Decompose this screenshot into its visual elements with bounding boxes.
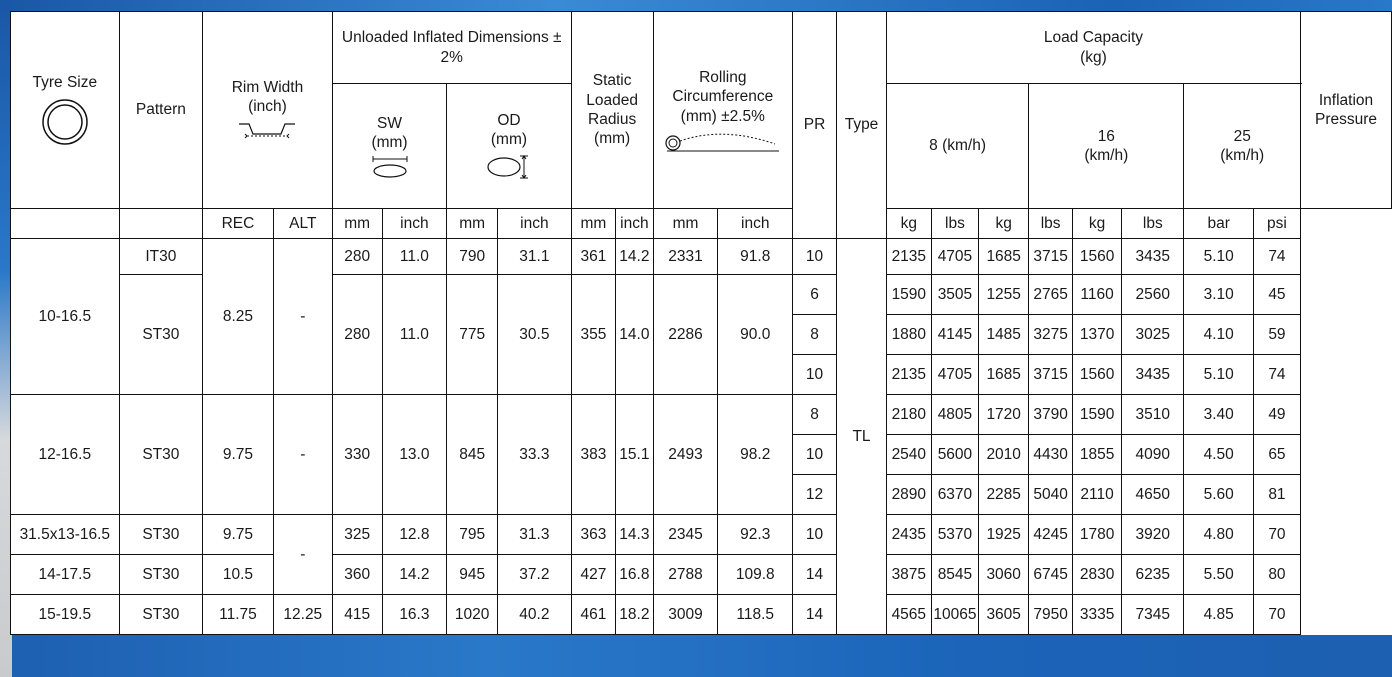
value-cell: 4145: [931, 315, 979, 355]
value-cell: 4.80: [1184, 515, 1253, 555]
value-cell: 3275: [1029, 315, 1073, 355]
dimension-cell: 16.8: [616, 555, 653, 595]
value-cell: 4.85: [1184, 595, 1253, 635]
value-cell: 4565: [886, 595, 931, 635]
tyre-size-cell: 12-16.5: [11, 395, 120, 515]
value-cell: 70: [1253, 595, 1300, 635]
dimension-cell: 280: [332, 239, 382, 275]
unit-cell: ALT: [273, 209, 332, 239]
tyre-size-cell: 10-16.5: [11, 239, 120, 395]
header-rim-width-label: Rim Width (inch): [231, 78, 304, 115]
dimension-cell: 31.1: [498, 239, 572, 275]
value-cell: 4090: [1122, 435, 1184, 475]
value-cell: 3920: [1122, 515, 1184, 555]
header-unloaded-label: Unloaded Inflated Dimensions ± 2%: [341, 29, 562, 66]
dimension-cell: 14.0: [616, 275, 653, 395]
dimension-cell: 775: [447, 275, 498, 395]
dimension-cell: 2286: [653, 275, 718, 395]
dimension-cell: 330: [332, 395, 382, 515]
value-cell: 4705: [931, 239, 979, 275]
pr-cell: 10: [793, 515, 837, 555]
value-cell: 74: [1253, 355, 1300, 395]
value-cell: 1685: [979, 355, 1029, 395]
dimension-cell: 14.3: [616, 515, 653, 555]
header-od-label: OD (mm): [490, 111, 528, 148]
dimension-cell: 945: [447, 555, 498, 595]
dimension-cell: 18.2: [616, 595, 653, 635]
value-cell: 4245: [1029, 515, 1073, 555]
header-static-loaded-radius-label: Static Loaded Radius (mm): [586, 72, 638, 148]
value-cell: 6235: [1122, 555, 1184, 595]
dimension-cell: 40.2: [498, 595, 572, 635]
rim-rec-cell: 8.25: [203, 239, 274, 395]
value-cell: 4650: [1122, 475, 1184, 515]
rim-alt-cell: -: [273, 239, 332, 395]
dimension-cell: 461: [571, 595, 615, 635]
header-pattern: Pattern: [119, 12, 203, 209]
dimension-cell: 13.0: [382, 395, 447, 515]
header-type: Type: [837, 12, 887, 239]
value-cell: 3510: [1122, 395, 1184, 435]
table-row: [11, 555, 1392, 595]
header-inflation-pressure: [1301, 12, 1392, 209]
dimension-cell: 3009: [653, 595, 718, 635]
rim-icon: [237, 120, 297, 142]
dimension-cell: 31.3: [498, 515, 572, 555]
dimension-cell: 845: [447, 395, 498, 515]
pattern-cell: ST30: [119, 555, 203, 595]
dimension-cell: 795: [447, 515, 498, 555]
value-cell: 2180: [886, 395, 931, 435]
header-inflation-label: Inflation Pressure: [1314, 91, 1378, 128]
value-cell: 3025: [1122, 315, 1184, 355]
value-cell: 3.10: [1184, 275, 1253, 315]
value-cell: 6745: [1029, 555, 1073, 595]
header-units-row: [11, 209, 1392, 239]
header-speed-25-label: 25 (km/h): [1220, 127, 1265, 164]
value-cell: 1590: [886, 275, 931, 315]
pr-cell: 12: [793, 475, 837, 515]
value-cell: 3.40: [1184, 395, 1253, 435]
value-cell: 2890: [886, 475, 931, 515]
value-cell: 3435: [1122, 239, 1184, 275]
value-cell: 8545: [931, 555, 979, 595]
value-cell: 2135: [886, 355, 931, 395]
header-speed-25: [1184, 84, 1301, 209]
header-speed-8-label: 8 (km/h): [929, 137, 986, 155]
value-cell: 3435: [1122, 355, 1184, 395]
pr-cell: 14: [793, 555, 837, 595]
rim-alt-cell: -: [273, 515, 332, 595]
value-cell: 2135: [886, 239, 931, 275]
unit-cell: bar: [1184, 209, 1253, 239]
value-cell: 2110: [1073, 475, 1122, 515]
rim-alt-cell: -: [273, 395, 332, 515]
header-rim-width: [203, 12, 333, 209]
dimension-cell: 14.2: [616, 239, 653, 275]
dimension-cell: 790: [447, 239, 498, 275]
value-cell: 4705: [931, 355, 979, 395]
value-cell: 2285: [979, 475, 1029, 515]
dimension-cell: 360: [332, 555, 382, 595]
header-rolling-circumference: [653, 12, 792, 209]
value-cell: 3875: [886, 555, 931, 595]
dimension-cell: 37.2: [498, 555, 572, 595]
dimension-cell: 355: [571, 275, 615, 395]
section-width-icon: [370, 156, 410, 178]
dimension-cell: 109.8: [718, 555, 793, 595]
value-cell: 74: [1253, 239, 1300, 275]
value-cell: 2560: [1122, 275, 1184, 315]
dimension-cell: 12.8: [382, 515, 447, 555]
value-cell: 6370: [931, 475, 979, 515]
value-cell: 81: [1253, 475, 1300, 515]
value-cell: 7345: [1122, 595, 1184, 635]
rim-rec-cell: 10.5: [203, 555, 274, 595]
dimension-cell: 91.8: [718, 239, 793, 275]
unit-cell: mm: [653, 209, 718, 239]
value-cell: 5.60: [1184, 475, 1253, 515]
value-cell: 49: [1253, 395, 1300, 435]
value-cell: 1485: [979, 315, 1029, 355]
dimension-cell: 92.3: [718, 515, 793, 555]
header-load-capacity-label: Load Capacity (kg): [1043, 29, 1144, 66]
unit-cell: kg: [979, 209, 1029, 239]
value-cell: 3715: [1029, 355, 1073, 395]
pr-cell: 10: [793, 239, 837, 275]
value-cell: 4430: [1029, 435, 1073, 475]
unit-blank-size: [11, 209, 120, 239]
header-static-loaded-radius: [571, 12, 653, 209]
unit-cell: lbs: [931, 209, 979, 239]
dimension-cell: 16.3: [382, 595, 447, 635]
dimension-cell: 2493: [653, 395, 718, 515]
value-cell: 10065: [931, 595, 979, 635]
value-cell: 3335: [1073, 595, 1122, 635]
rim-rec-cell: 11.75: [203, 595, 274, 635]
type-cell: TL: [837, 239, 887, 635]
unit-blank-pattern: [119, 209, 203, 239]
dimension-cell: 415: [332, 595, 382, 635]
dimension-cell: 90.0: [718, 275, 793, 395]
pattern-cell: ST30: [119, 595, 203, 635]
header-tyre-size-label: Tyre Size: [32, 74, 98, 92]
value-cell: 3715: [1029, 239, 1073, 275]
unit-cell: REC: [203, 209, 274, 239]
value-cell: 1855: [1073, 435, 1122, 475]
value-cell: 1880: [886, 315, 931, 355]
dimension-cell: 11.0: [382, 239, 447, 275]
header-sw-label: SW (mm): [371, 114, 408, 151]
dimension-cell: 118.5: [718, 595, 793, 635]
header-tyre-size: [11, 12, 120, 209]
unit-cell: inch: [382, 209, 447, 239]
unit-cell: mm: [571, 209, 615, 239]
dimension-cell: 14.2: [382, 555, 447, 595]
unit-cell: lbs: [1029, 209, 1073, 239]
value-cell: 2010: [979, 435, 1029, 475]
value-cell: 1560: [1073, 355, 1122, 395]
value-cell: 4.50: [1184, 435, 1253, 475]
value-cell: 45: [1253, 275, 1300, 315]
table-row: [11, 515, 1392, 555]
dimension-cell: 33.3: [498, 395, 572, 515]
value-cell: 5.50: [1184, 555, 1253, 595]
dimension-cell: 30.5: [498, 275, 572, 395]
tyre-spec-table: [10, 11, 1392, 635]
unit-cell: mm: [332, 209, 382, 239]
value-cell: 3060: [979, 555, 1029, 595]
unit-cell: inch: [616, 209, 653, 239]
unit-cell: inch: [498, 209, 572, 239]
pattern-cell: IT30: [119, 239, 203, 275]
rim-rec-cell: 9.75: [203, 515, 274, 555]
header-rolling-label: Rolling Circumference (mm) ±2.5%: [672, 68, 774, 125]
value-cell: 80: [1253, 555, 1300, 595]
value-cell: 2435: [886, 515, 931, 555]
dimension-cell: 427: [571, 555, 615, 595]
value-cell: 5600: [931, 435, 979, 475]
value-cell: 4.10: [1184, 315, 1253, 355]
value-cell: 5.10: [1184, 355, 1253, 395]
unit-cell: kg: [886, 209, 931, 239]
value-cell: 1590: [1073, 395, 1122, 435]
unit-cell: inch: [718, 209, 793, 239]
tyre-size-cell: 15-19.5: [11, 595, 120, 635]
dimension-cell: 383: [571, 395, 615, 515]
header-unloaded-dimensions: [332, 12, 571, 84]
value-cell: 2540: [886, 435, 931, 475]
value-cell: 1780: [1073, 515, 1122, 555]
rim-alt-cell: 12.25: [273, 595, 332, 635]
header-sw: [332, 84, 446, 209]
pattern-cell: ST30: [119, 275, 203, 395]
dimension-cell: 1020: [447, 595, 498, 635]
dimension-cell: 15.1: [616, 395, 653, 515]
rolling-icon: [663, 130, 783, 152]
header-od: [447, 84, 571, 209]
value-cell: 1255: [979, 275, 1029, 315]
header-pr: PR: [793, 12, 837, 239]
tyre-size-cell: 31.5x13-16.5: [11, 515, 120, 555]
dimension-cell: 280: [332, 275, 382, 395]
header-row-1: [11, 12, 1392, 84]
dimension-cell: 98.2: [718, 395, 793, 515]
unit-cell: psi: [1253, 209, 1300, 239]
value-cell: 1370: [1073, 315, 1122, 355]
value-cell: 1160: [1073, 275, 1122, 315]
pr-cell: 14: [793, 595, 837, 635]
pattern-cell: ST30: [119, 515, 203, 555]
value-cell: 4805: [931, 395, 979, 435]
value-cell: 1925: [979, 515, 1029, 555]
unit-cell: lbs: [1122, 209, 1184, 239]
table-row: [11, 395, 1392, 435]
value-cell: 3790: [1029, 395, 1073, 435]
tyre-size-cell: 14-17.5: [11, 555, 120, 595]
unit-cell: kg: [1073, 209, 1122, 239]
pr-cell: 8: [793, 395, 837, 435]
pr-cell: 6: [793, 275, 837, 315]
value-cell: 7950: [1029, 595, 1073, 635]
dimension-cell: 2345: [653, 515, 718, 555]
header-load-capacity: [886, 12, 1300, 84]
value-cell: 3605: [979, 595, 1029, 635]
header-speed-16-label: 16 (km/h): [1084, 127, 1129, 164]
value-cell: 1685: [979, 239, 1029, 275]
value-cell: 59: [1253, 315, 1300, 355]
dimension-cell: 11.0: [382, 275, 447, 395]
value-cell: 70: [1253, 515, 1300, 555]
value-cell: 3505: [931, 275, 979, 315]
value-cell: 5040: [1029, 475, 1073, 515]
dimension-cell: 2331: [653, 239, 718, 275]
dimension-cell: 325: [332, 515, 382, 555]
rim-rec-cell: 9.75: [203, 395, 274, 515]
header-speed-16: [1029, 84, 1184, 209]
pattern-cell: ST30: [119, 395, 203, 515]
outer-diameter-icon: [484, 153, 534, 181]
dimension-cell: 2788: [653, 555, 718, 595]
value-cell: 1560: [1073, 239, 1122, 275]
value-cell: 2765: [1029, 275, 1073, 315]
tyre-icon: [40, 97, 90, 147]
table-row: [11, 595, 1392, 635]
pr-cell: 10: [793, 435, 837, 475]
pr-cell: 10: [793, 355, 837, 395]
value-cell: 2830: [1073, 555, 1122, 595]
table-row: [11, 239, 1392, 275]
value-cell: 5370: [931, 515, 979, 555]
pr-cell: 8: [793, 315, 837, 355]
value-cell: 1720: [979, 395, 1029, 435]
header-speed-8: [886, 84, 1028, 209]
value-cell: 65: [1253, 435, 1300, 475]
unit-cell: mm: [447, 209, 498, 239]
value-cell: 5.10: [1184, 239, 1253, 275]
dimension-cell: 363: [571, 515, 615, 555]
dimension-cell: 361: [571, 239, 615, 275]
